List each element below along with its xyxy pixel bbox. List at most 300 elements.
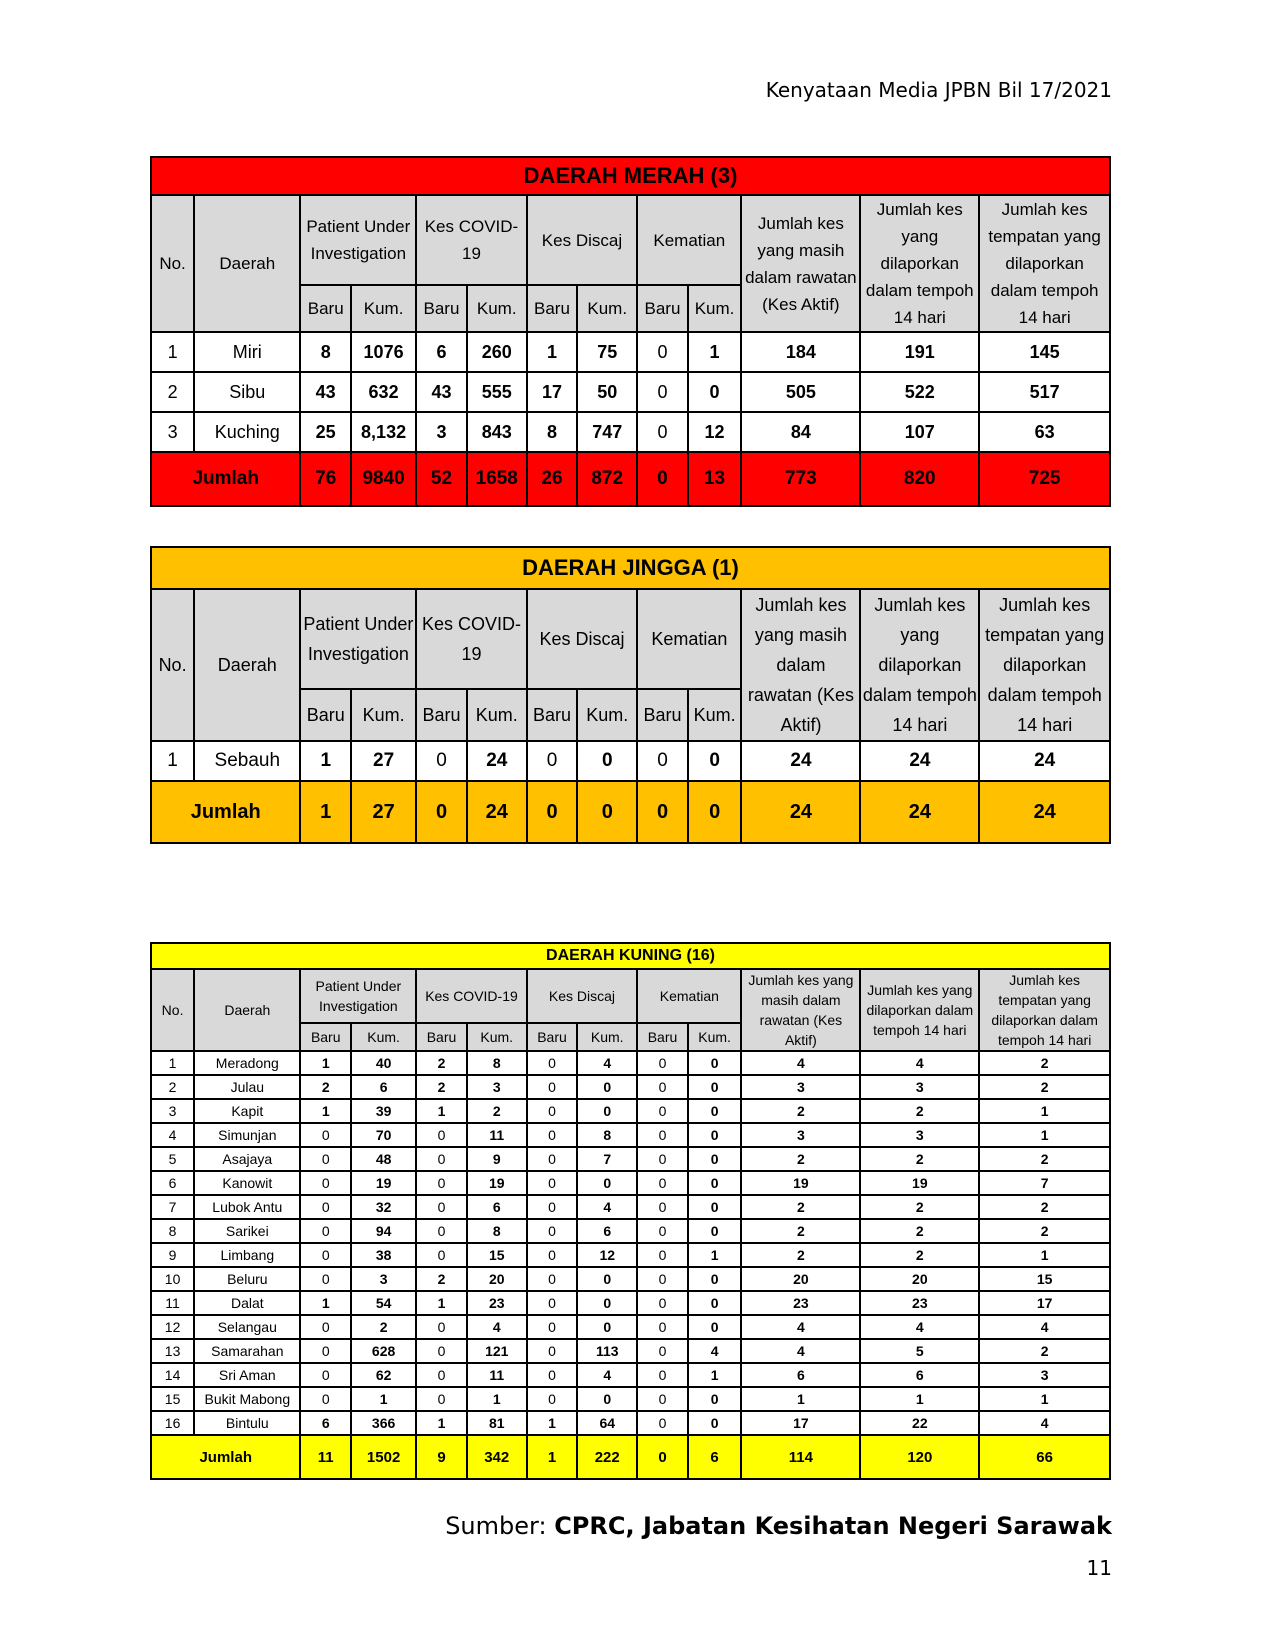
data-cell: 1 xyxy=(527,332,578,372)
total-cell: 52 xyxy=(416,452,467,506)
data-cell: 6 xyxy=(351,1075,416,1099)
data-cell: 0 xyxy=(688,1315,742,1339)
data-cell: 0 xyxy=(637,1243,688,1267)
data-cell: 5 xyxy=(860,1339,979,1363)
row-number: 8 xyxy=(151,1219,194,1243)
data-cell: 3 xyxy=(979,1363,1110,1387)
data-cell: 1 xyxy=(688,332,742,372)
total-cell: 0 xyxy=(688,781,742,843)
data-cell: 0 xyxy=(527,1147,578,1171)
data-cell: 15 xyxy=(467,1243,527,1267)
data-cell: 38 xyxy=(351,1243,416,1267)
data-cell: 4 xyxy=(577,1195,637,1219)
total-cell: 342 xyxy=(467,1435,527,1479)
data-cell: 0 xyxy=(300,1195,351,1219)
district-name: Sibu xyxy=(194,372,300,412)
data-cell: 0 xyxy=(637,1339,688,1363)
data-cell: 843 xyxy=(467,412,527,452)
data-cell: 2 xyxy=(300,1075,351,1099)
data-cell: 27 xyxy=(351,741,416,781)
data-cell: 20 xyxy=(741,1267,860,1291)
total-cell: 0 xyxy=(416,781,467,843)
data-cell: 2 xyxy=(351,1315,416,1339)
data-cell: 24 xyxy=(741,741,860,781)
data-cell: 1 xyxy=(416,1291,467,1315)
total-cell: 27 xyxy=(351,781,416,843)
total-cell: 773 xyxy=(741,452,860,506)
data-cell: 50 xyxy=(577,372,637,412)
col-header-no: No. xyxy=(151,589,194,741)
data-cell: 0 xyxy=(300,1219,351,1243)
data-cell: 7 xyxy=(979,1171,1110,1195)
total-cell: 13 xyxy=(688,452,742,506)
col-header-kematian: Kematian xyxy=(637,969,741,1023)
data-cell: 1 xyxy=(860,1387,979,1411)
data-cell: 23 xyxy=(467,1291,527,1315)
data-cell: 0 xyxy=(577,1315,637,1339)
row-number: 13 xyxy=(151,1339,194,1363)
data-cell: 43 xyxy=(300,372,351,412)
data-cell: 0 xyxy=(416,741,467,781)
data-cell: 2 xyxy=(979,1075,1110,1099)
data-cell: 8 xyxy=(527,412,578,452)
col-header-daerah: Daerah xyxy=(194,969,300,1051)
table-row xyxy=(151,1315,1110,1339)
data-cell: 0 xyxy=(688,1147,742,1171)
col-header-baru: Baru xyxy=(637,1023,688,1051)
data-cell: 0 xyxy=(637,1363,688,1387)
data-cell: 20 xyxy=(467,1267,527,1291)
data-cell: 11 xyxy=(467,1123,527,1147)
col-header-dilaporkan-14-hari: Jumlah kes yang dilaporkan dalam tempoh 14 hari xyxy=(860,195,979,332)
data-cell: 2 xyxy=(860,1195,979,1219)
data-cell: 1 xyxy=(300,1051,351,1075)
data-cell: 0 xyxy=(300,1243,351,1267)
district-name: Julau xyxy=(194,1075,300,1099)
table-daerah-kuning xyxy=(150,942,1111,1480)
data-cell: 0 xyxy=(637,1075,688,1099)
data-cell: 20 xyxy=(860,1267,979,1291)
total-row xyxy=(151,452,1110,506)
table-row xyxy=(151,1267,1110,1291)
col-header-pui: Patient Under Investigation xyxy=(300,969,416,1023)
data-cell: 48 xyxy=(351,1147,416,1171)
district-name: Miri xyxy=(194,332,300,372)
table-title: DAERAH MERAH (3) xyxy=(151,157,1110,195)
data-cell: 2 xyxy=(860,1219,979,1243)
col-header-no: No. xyxy=(151,969,194,1051)
col-header-baru: Baru xyxy=(416,285,467,332)
data-cell: 0 xyxy=(300,1339,351,1363)
data-cell: 4 xyxy=(860,1315,979,1339)
row-number: 14 xyxy=(151,1363,194,1387)
data-cell: 15 xyxy=(979,1267,1110,1291)
data-cell: 0 xyxy=(637,1195,688,1219)
data-cell: 1076 xyxy=(351,332,416,372)
row-number: 11 xyxy=(151,1291,194,1315)
col-header-daerah: Daerah xyxy=(194,195,300,332)
data-cell: 0 xyxy=(637,1123,688,1147)
data-cell: 260 xyxy=(467,332,527,372)
district-name: Beluru xyxy=(194,1267,300,1291)
col-header-kematian: Kematian xyxy=(637,195,741,285)
data-cell: 2 xyxy=(860,1243,979,1267)
data-cell: 121 xyxy=(467,1339,527,1363)
data-cell: 0 xyxy=(577,1291,637,1315)
district-name: Meradong xyxy=(194,1051,300,1075)
col-header-kes-covid: Kes COVID-19 xyxy=(416,195,527,285)
data-cell: 0 xyxy=(637,1291,688,1315)
data-cell: 0 xyxy=(300,1123,351,1147)
data-cell: 22 xyxy=(860,1411,979,1435)
data-cell: 0 xyxy=(300,1387,351,1411)
total-cell: 1 xyxy=(300,781,351,843)
data-cell: 0 xyxy=(688,1171,742,1195)
data-cell: 0 xyxy=(300,1171,351,1195)
data-cell: 4 xyxy=(577,1051,637,1075)
data-cell: 191 xyxy=(860,332,979,372)
col-header-kes-aktif: Jumlah kes yang masih dalam rawatan (Kes Aktif) xyxy=(741,969,860,1051)
data-cell: 0 xyxy=(688,1267,742,1291)
col-header-kum: Kum. xyxy=(351,1023,416,1051)
data-cell: 54 xyxy=(351,1291,416,1315)
total-label: Jumlah xyxy=(151,1435,300,1479)
data-cell: 1 xyxy=(688,1363,742,1387)
total-label: Jumlah xyxy=(151,452,300,506)
col-header-kes-covid: Kes COVID-19 xyxy=(416,589,527,689)
col-header-baru: Baru xyxy=(300,285,351,332)
district-name: Limbang xyxy=(194,1243,300,1267)
data-cell: 2 xyxy=(979,1219,1110,1243)
document-header-reference: Kenyataan Media JPBN Bil 17/2021 xyxy=(765,78,1112,102)
data-cell: 0 xyxy=(637,1267,688,1291)
data-cell: 4 xyxy=(467,1315,527,1339)
data-cell: 3 xyxy=(467,1075,527,1099)
data-cell: 0 xyxy=(688,741,742,781)
data-cell: 6 xyxy=(300,1411,351,1435)
total-cell: 76 xyxy=(300,452,351,506)
data-cell: 2 xyxy=(860,1147,979,1171)
district-name: Selangau xyxy=(194,1315,300,1339)
col-header-kes-discaj: Kes Discaj xyxy=(527,969,638,1023)
data-cell: 81 xyxy=(467,1411,527,1435)
total-row xyxy=(151,1435,1110,1479)
data-cell: 0 xyxy=(527,1339,578,1363)
data-cell: 8 xyxy=(577,1123,637,1147)
data-cell: 70 xyxy=(351,1123,416,1147)
data-cell: 1 xyxy=(741,1387,860,1411)
total-cell: 6 xyxy=(688,1435,742,1479)
total-cell: 114 xyxy=(741,1435,860,1479)
data-cell: 2 xyxy=(741,1219,860,1243)
source-label: Sumber: xyxy=(445,1512,547,1540)
data-cell: 2 xyxy=(416,1051,467,1075)
source-note xyxy=(445,1512,1112,1540)
page-number: 11 xyxy=(1086,1556,1112,1580)
data-cell: 6 xyxy=(741,1363,860,1387)
row-number: 9 xyxy=(151,1243,194,1267)
data-cell: 1 xyxy=(300,1099,351,1123)
data-cell: 94 xyxy=(351,1219,416,1243)
data-cell: 0 xyxy=(577,1387,637,1411)
col-header-pui: Patient Under Investigation xyxy=(300,195,416,285)
total-cell: 26 xyxy=(527,452,578,506)
data-cell: 0 xyxy=(527,1387,578,1411)
table-row xyxy=(151,1195,1110,1219)
data-cell: 0 xyxy=(688,1291,742,1315)
data-cell: 3 xyxy=(860,1123,979,1147)
data-cell: 555 xyxy=(467,372,527,412)
data-cell: 6 xyxy=(416,332,467,372)
data-cell: 0 xyxy=(416,1363,467,1387)
data-cell: 40 xyxy=(351,1051,416,1075)
data-cell: 8 xyxy=(300,332,351,372)
data-cell: 4 xyxy=(741,1339,860,1363)
col-header-dilaporkan-14-hari: Jumlah kes yang dilaporkan dalam tempoh 14 hari xyxy=(860,969,979,1051)
col-header-kum: Kum. xyxy=(688,689,742,741)
data-cell: 0 xyxy=(416,1315,467,1339)
data-cell: 0 xyxy=(637,1147,688,1171)
data-cell: 0 xyxy=(637,1099,688,1123)
data-cell: 17 xyxy=(527,372,578,412)
data-cell: 0 xyxy=(637,332,688,372)
district-name: Asajaya xyxy=(194,1147,300,1171)
data-cell: 0 xyxy=(577,741,637,781)
data-cell: 2 xyxy=(416,1267,467,1291)
table-row xyxy=(151,1339,1110,1363)
data-cell: 1 xyxy=(467,1387,527,1411)
col-header-daerah: Daerah xyxy=(194,589,300,741)
total-cell: 9 xyxy=(416,1435,467,1479)
data-cell: 32 xyxy=(351,1195,416,1219)
data-cell: 0 xyxy=(416,1123,467,1147)
data-cell: 2 xyxy=(979,1147,1110,1171)
data-cell: 0 xyxy=(527,1075,578,1099)
data-cell: 0 xyxy=(416,1243,467,1267)
data-cell: 0 xyxy=(300,1147,351,1171)
table-row xyxy=(151,1147,1110,1171)
data-cell: 17 xyxy=(979,1291,1110,1315)
data-cell: 23 xyxy=(741,1291,860,1315)
table-daerah-merah xyxy=(150,156,1111,507)
col-header-tempatan-14-hari: Jumlah kes tempatan yang dilaporkan dalam tempoh 14 hari xyxy=(979,589,1110,741)
data-cell: 628 xyxy=(351,1339,416,1363)
data-cell: 0 xyxy=(527,1171,578,1195)
total-cell: 1658 xyxy=(467,452,527,506)
total-cell: 1 xyxy=(527,1435,578,1479)
col-header-baru: Baru xyxy=(527,1023,578,1051)
total-cell: 0 xyxy=(637,1435,688,1479)
row-number: 10 xyxy=(151,1267,194,1291)
data-cell: 2 xyxy=(741,1243,860,1267)
col-header-kematian: Kematian xyxy=(637,589,741,689)
data-cell: 1 xyxy=(979,1387,1110,1411)
data-cell: 0 xyxy=(637,741,688,781)
row-number: 2 xyxy=(151,372,194,412)
data-cell: 1 xyxy=(416,1411,467,1435)
table-row xyxy=(151,1051,1110,1075)
district-name: Dalat xyxy=(194,1291,300,1315)
data-cell: 4 xyxy=(577,1363,637,1387)
table-row xyxy=(151,1099,1110,1123)
total-cell: 24 xyxy=(741,781,860,843)
data-cell: 0 xyxy=(637,412,688,452)
data-cell: 19 xyxy=(467,1171,527,1195)
data-cell: 0 xyxy=(637,1219,688,1243)
data-cell: 1 xyxy=(300,1291,351,1315)
data-cell: 64 xyxy=(577,1411,637,1435)
data-cell: 0 xyxy=(688,1123,742,1147)
table-title: DAERAH KUNING (16) xyxy=(151,943,1110,969)
data-cell: 6 xyxy=(467,1195,527,1219)
data-cell: 43 xyxy=(416,372,467,412)
table-row xyxy=(151,1243,1110,1267)
data-cell: 145 xyxy=(979,332,1110,372)
data-cell: 0 xyxy=(300,1315,351,1339)
data-cell: 2 xyxy=(860,1099,979,1123)
data-cell: 3 xyxy=(351,1267,416,1291)
data-cell: 1 xyxy=(979,1099,1110,1123)
table-row xyxy=(151,1411,1110,1435)
data-cell: 8 xyxy=(467,1051,527,1075)
data-cell: 4 xyxy=(688,1339,742,1363)
district-name: Sebauh xyxy=(194,741,300,781)
row-number: 16 xyxy=(151,1411,194,1435)
data-cell: 0 xyxy=(688,1195,742,1219)
table-daerah-jingga xyxy=(150,546,1111,844)
data-cell: 0 xyxy=(527,1051,578,1075)
district-name: Kanowit xyxy=(194,1171,300,1195)
data-cell: 2 xyxy=(979,1195,1110,1219)
total-cell: 0 xyxy=(577,781,637,843)
data-cell: 1 xyxy=(979,1123,1110,1147)
data-cell: 2 xyxy=(741,1195,860,1219)
table-row xyxy=(151,1363,1110,1387)
col-header-kum: Kum. xyxy=(577,689,637,741)
table-row xyxy=(151,1075,1110,1099)
data-cell: 632 xyxy=(351,372,416,412)
district-name: Simunjan xyxy=(194,1123,300,1147)
row-number: 2 xyxy=(151,1075,194,1099)
total-cell: 222 xyxy=(577,1435,637,1479)
data-cell: 0 xyxy=(637,1315,688,1339)
col-header-baru: Baru xyxy=(527,689,578,741)
data-cell: 0 xyxy=(527,1363,578,1387)
total-cell: 24 xyxy=(467,781,527,843)
data-cell: 4 xyxy=(741,1051,860,1075)
data-cell: 1 xyxy=(527,1411,578,1435)
data-cell: 0 xyxy=(637,1171,688,1195)
data-cell: 505 xyxy=(741,372,860,412)
col-header-dilaporkan-14-hari: Jumlah kes yang dilaporkan dalam tempoh 14 hari xyxy=(860,589,979,741)
col-header-baru: Baru xyxy=(300,689,351,741)
total-cell: 820 xyxy=(860,452,979,506)
col-header-kum: Kum. xyxy=(351,285,416,332)
data-cell: 17 xyxy=(741,1411,860,1435)
col-header-kum: Kum. xyxy=(577,1023,637,1051)
data-cell: 184 xyxy=(741,332,860,372)
data-cell: 0 xyxy=(577,1099,637,1123)
district-name: Kuching xyxy=(194,412,300,452)
data-cell: 2 xyxy=(741,1147,860,1171)
data-cell: 0 xyxy=(416,1171,467,1195)
total-row xyxy=(151,781,1110,843)
row-number: 6 xyxy=(151,1171,194,1195)
data-cell: 11 xyxy=(467,1363,527,1387)
data-cell: 0 xyxy=(688,1099,742,1123)
table-row xyxy=(151,332,1110,372)
row-number: 1 xyxy=(151,741,194,781)
data-cell: 19 xyxy=(351,1171,416,1195)
data-cell: 747 xyxy=(577,412,637,452)
data-cell: 0 xyxy=(527,1195,578,1219)
data-cell: 0 xyxy=(416,1147,467,1171)
data-cell: 0 xyxy=(688,1051,742,1075)
data-cell: 0 xyxy=(637,372,688,412)
data-cell: 2 xyxy=(467,1099,527,1123)
row-number: 4 xyxy=(151,1123,194,1147)
source-text: CPRC, Jabatan Kesihatan Negeri Sarawak xyxy=(554,1512,1112,1540)
col-header-baru: Baru xyxy=(416,1023,467,1051)
data-cell: 1 xyxy=(300,741,351,781)
data-cell: 62 xyxy=(351,1363,416,1387)
col-header-kes-aktif: Jumlah kes yang masih dalam rawatan (Kes Aktif) xyxy=(741,195,860,332)
col-header-kum: Kum. xyxy=(467,689,527,741)
data-cell: 107 xyxy=(860,412,979,452)
data-cell: 0 xyxy=(688,372,742,412)
row-number: 15 xyxy=(151,1387,194,1411)
data-cell: 7 xyxy=(577,1147,637,1171)
data-cell: 0 xyxy=(688,1411,742,1435)
total-cell: 725 xyxy=(979,452,1110,506)
total-label: Jumlah xyxy=(151,781,300,843)
total-cell: 872 xyxy=(577,452,637,506)
data-cell: 0 xyxy=(637,1411,688,1435)
data-cell: 0 xyxy=(577,1075,637,1099)
data-cell: 0 xyxy=(527,1243,578,1267)
data-cell: 1 xyxy=(416,1099,467,1123)
row-number: 5 xyxy=(151,1147,194,1171)
data-cell: 19 xyxy=(860,1171,979,1195)
col-header-kes-discaj: Kes Discaj xyxy=(527,195,638,285)
data-cell: 0 xyxy=(300,1363,351,1387)
total-cell: 9840 xyxy=(351,452,416,506)
data-cell: 3 xyxy=(741,1075,860,1099)
col-header-kes-covid: Kes COVID-19 xyxy=(416,969,527,1023)
col-header-kum: Kum. xyxy=(467,1023,527,1051)
col-header-kum: Kum. xyxy=(467,285,527,332)
data-cell: 84 xyxy=(741,412,860,452)
data-cell: 0 xyxy=(527,1219,578,1243)
data-cell: 0 xyxy=(577,1267,637,1291)
data-cell: 2 xyxy=(979,1339,1110,1363)
table-row xyxy=(151,1123,1110,1147)
table-row xyxy=(151,741,1110,781)
data-cell: 12 xyxy=(688,412,742,452)
data-cell: 6 xyxy=(860,1363,979,1387)
data-cell: 24 xyxy=(467,741,527,781)
col-header-baru: Baru xyxy=(637,285,688,332)
data-cell: 75 xyxy=(577,332,637,372)
data-cell: 0 xyxy=(637,1387,688,1411)
district-name: Bukit Mabong xyxy=(194,1387,300,1411)
row-number: 12 xyxy=(151,1315,194,1339)
col-header-kum: Kum. xyxy=(688,1023,742,1051)
data-cell: 0 xyxy=(416,1195,467,1219)
data-cell: 0 xyxy=(527,1267,578,1291)
col-header-tempatan-14-hari: Jumlah kes tempatan yang dilaporkan dalam tempoh 14 hari xyxy=(979,195,1110,332)
total-cell: 11 xyxy=(300,1435,351,1479)
